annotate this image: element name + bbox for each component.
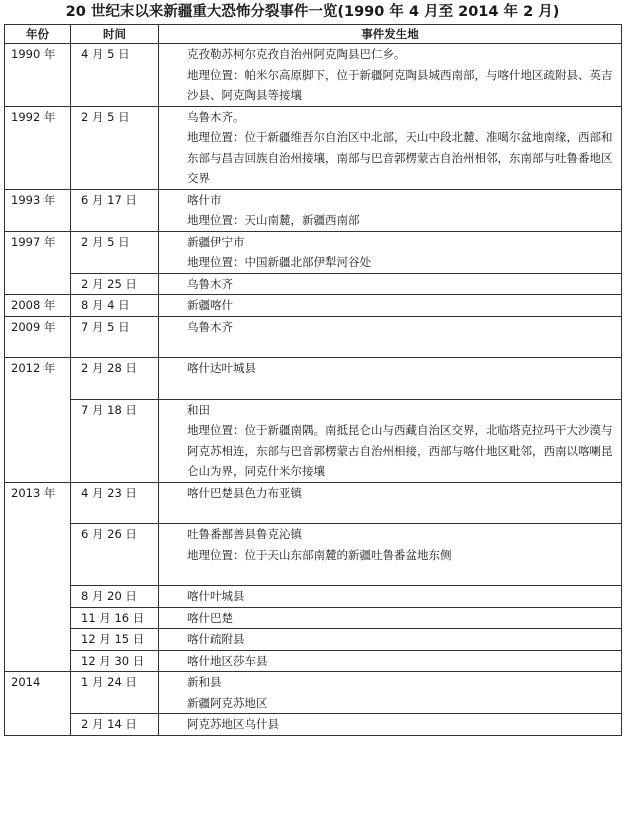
place-line: 喀什巴楚 [187, 610, 233, 625]
place-line: 地理位置：帕米尔高原脚下，位于新疆阿克陶县城西南部，与喀什地区疏附县、英吉沙县、阿克陶县等接壤 [187, 67, 613, 102]
date-cell: 2 月 25 日 [71, 273, 159, 295]
table-row [5, 629, 622, 651]
page-title: 20 世纪末以来新疆重大恐怖分裂事件一览(1990 年 4 月至 2014 年 2 月) [65, 4, 560, 20]
table-row [5, 607, 622, 629]
place-cell [159, 399, 622, 482]
place-line: 克孜勒苏柯尔克孜自治州阿克陶县巴仁乡。 [187, 47, 406, 61]
date-cell: 7 月 5 日 [71, 316, 159, 358]
place-line: 乌鲁木齐。 [187, 109, 245, 124]
place-line: 新疆喀什 [187, 298, 233, 312]
year-cell: 1992 年 [5, 106, 71, 189]
place-line: 和田 [187, 402, 210, 417]
date-cell: 6 月 26 日 [71, 524, 159, 586]
table-row [5, 399, 622, 482]
date-cell: 11 月 16 日 [71, 607, 159, 629]
table-row [5, 316, 622, 358]
table-row [5, 358, 622, 400]
place-cell [159, 629, 622, 651]
date-cell: 8 月 4 日 [71, 295, 159, 317]
date-cell: 4 月 5 日 [71, 44, 159, 107]
place-line: 喀什巴楚县色力布亚镇 [187, 485, 302, 500]
year-cell: 1997 年 [5, 231, 71, 295]
place-line: 新和县 [187, 675, 222, 689]
header-date: 时间 [71, 25, 159, 44]
place-line: 地理位置：位于新疆维吾尔自治区中北部，天山中段北麓、准噶尔盆地南缘，西部和东部与昌吉回族自治州接壤，南部与巴音郭楞蒙古自治州相邻，东南部与吐鲁番地区交界 [187, 130, 613, 185]
place-cell [159, 482, 622, 524]
year-cell: 1990 年 [5, 44, 71, 107]
date-cell: 6 月 17 日 [71, 189, 159, 231]
place-cell [159, 524, 622, 586]
table-row [5, 106, 622, 189]
place-cell [159, 273, 622, 295]
place-cell [159, 295, 622, 317]
date-cell: 12 月 30 日 [71, 650, 159, 672]
date-cell: 12 月 15 日 [71, 629, 159, 651]
place-line: 喀什市 [187, 192, 222, 207]
table-row [5, 524, 622, 586]
year-cell: 2008 年 [5, 295, 71, 317]
date-cell: 2 月 5 日 [71, 106, 159, 189]
date-cell: 2 月 14 日 [71, 714, 159, 736]
place-line: 乌鲁木齐 [187, 276, 233, 291]
place-line: 喀什达叶城县 [187, 361, 256, 375]
date-cell: 4 月 23 日 [71, 482, 159, 524]
year-cell: 2014 [5, 672, 71, 736]
table-row [5, 189, 622, 231]
date-cell: 1 月 24 日 [71, 672, 159, 714]
place-cell [159, 586, 622, 608]
date-cell: 2 月 28 日 [71, 358, 159, 400]
table-row [5, 231, 622, 273]
place-line: 喀什地区莎车县 [187, 653, 268, 668]
date-cell: 7 月 18 日 [71, 399, 159, 482]
year-cell: 2012 年 [5, 358, 71, 483]
date-cell: 8 月 20 日 [71, 586, 159, 608]
place-line: 地理位置：中国新疆北部伊犁河谷处 [187, 255, 371, 269]
place-line: 喀什叶城县 [187, 589, 245, 603]
place-line: 地理位置：天山南麓，新疆西南部 [187, 213, 360, 227]
place-line: 喀什疏附县 [187, 632, 245, 646]
place-line: 阿克苏地区乌什县 [187, 717, 279, 731]
table-row [5, 714, 622, 736]
place-cell [159, 714, 622, 736]
date-cell: 2 月 5 日 [71, 231, 159, 273]
place-cell [159, 231, 622, 273]
table-header-row [5, 25, 622, 44]
incidents-table [4, 24, 622, 736]
table-row [5, 672, 622, 714]
year-cell: 2013 年 [5, 482, 71, 672]
place-line: 乌鲁木齐 [187, 319, 233, 334]
place-cell [159, 106, 622, 189]
place-cell [159, 358, 622, 400]
table-row [5, 586, 622, 608]
place-line: 新疆阿克苏地区 [187, 695, 268, 710]
place-line: 地理位置：位于新疆南隅。南抵昆仑山与西藏自治区交界，北临塔克拉玛干大沙漠与阿克苏相连，东部与巴音郭楞蒙古自治州相接，西部与喀什地区毗邻，西南以喀喇昆仑山为界，同克什米尔接壤 [187, 423, 613, 478]
table-row [5, 44, 622, 107]
place-cell [159, 650, 622, 672]
place-cell [159, 44, 622, 107]
table-row [5, 273, 622, 295]
year-cell: 1993 年 [5, 189, 71, 231]
place-line: 吐鲁番鄯善县鲁克沁镇 [187, 527, 302, 541]
place-cell [159, 316, 622, 358]
table-row [5, 295, 622, 317]
place-cell [159, 672, 622, 714]
table-row [5, 482, 622, 524]
place-line: 地理位置：位于天山东部南麓的新疆吐鲁番盆地东侧 [187, 547, 452, 562]
header-year: 年份 [5, 25, 71, 44]
table-row [5, 650, 622, 672]
place-cell [159, 189, 622, 231]
place-line: 新疆伊宁市 [187, 234, 245, 249]
header-place: 事件发生地 [159, 25, 622, 44]
place-cell [159, 607, 622, 629]
year-cell: 2009 年 [5, 316, 71, 358]
